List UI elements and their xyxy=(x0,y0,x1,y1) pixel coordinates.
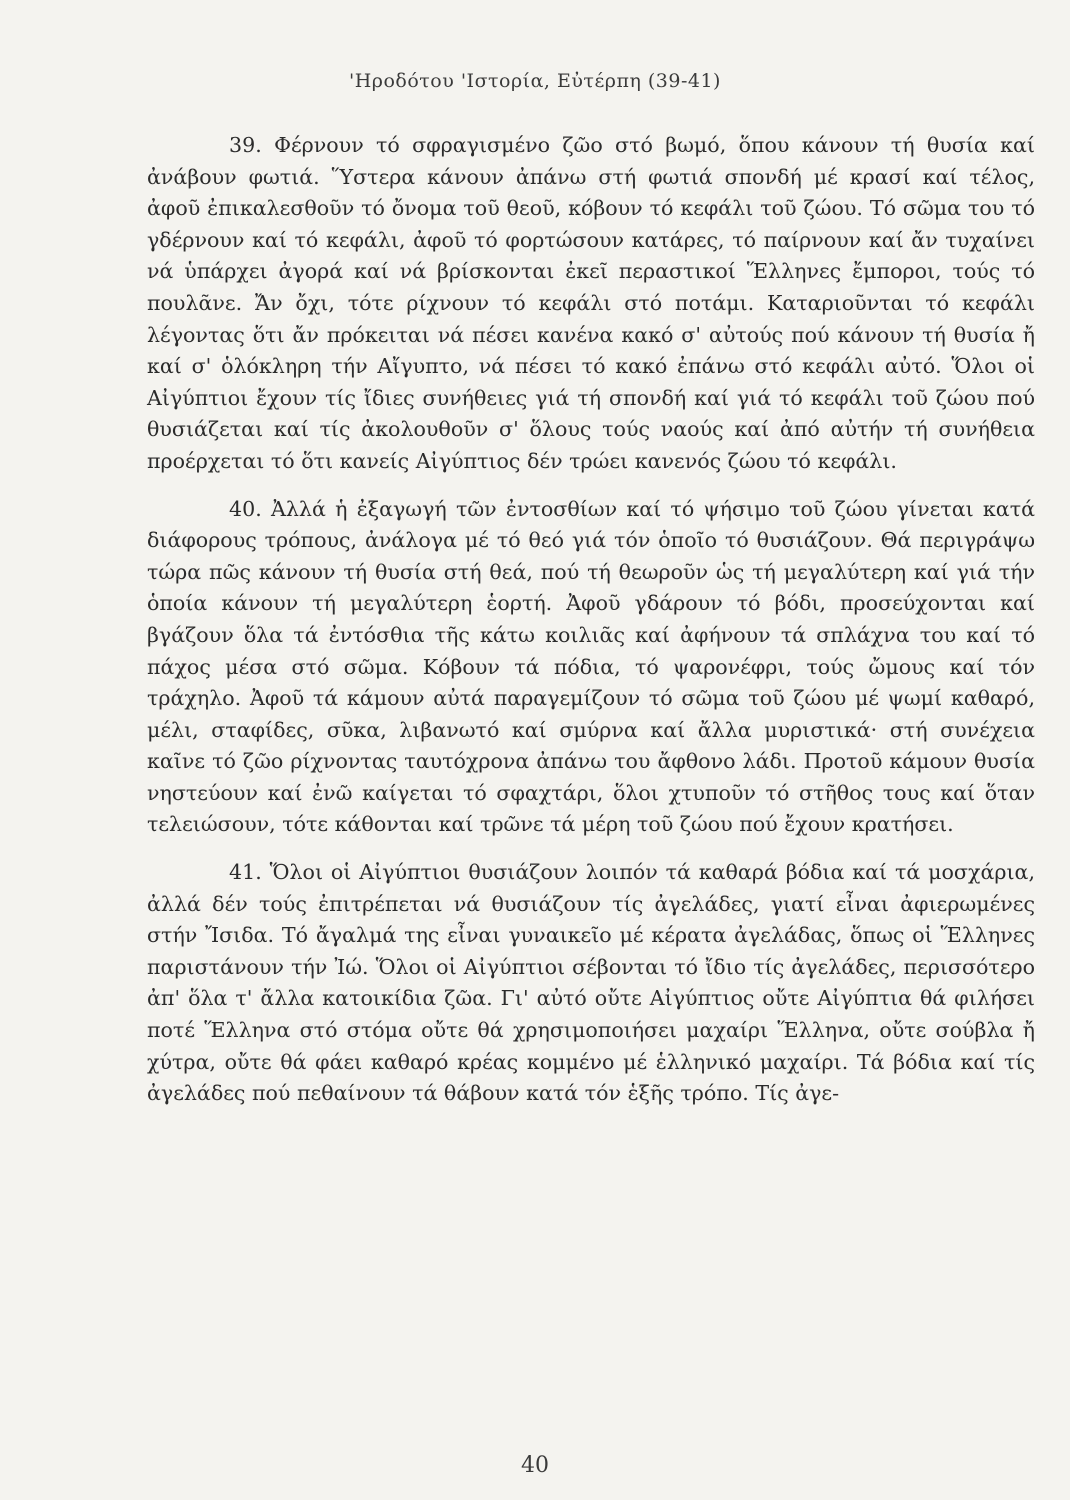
paragraph-41 xyxy=(147,857,1035,1110)
page-number: 40 xyxy=(521,1453,549,1478)
running-head: 'Ηροδότου 'Ιστορία, Εὐτέρπη (39-41) xyxy=(349,70,721,92)
body-text xyxy=(147,130,1035,1110)
paragraph-text: Φέρνουν τό σφραγισμένο ζῶο στό βωμό, ὅπου κάνουν τή θυσία καί ἀνάβουν φωτιά. Ὕστερα κάνουν ἀπάνω στή φωτιά σπονδή μέ κρασί καί τέλος, ἀφοῦ ἐπικαλεσθοῦν τό ὄνομα τοῦ θεοῦ, κόβουν τό κεφάλι τοῦ ζώου. Τό σῶμα του τό γδέρνουν καί τό κεφάλι, ἀφοῦ τό φορτώσουν κατάρες, τό παίρνουν καί ἄν τυχαίνει νά ὑπάρχει ἀγορά καί νά βρίσκονται ἐκεῖ περαστικοί Ἕλληνες ἔμποροι, τούς τό πουλᾶνε. Ἄν ὄχι, τότε ρίχνουν τό κεφάλι στό ποτάμι. Καταριοῦνται τό κεφάλι λέγοντας ὅτι ἄν πρόκειται νά πέσει κανένα κακό σ' αὐτούς πού κάνουν τή θυσία ἤ καί σ' ὁλόκληρη τήν Αἴγυπτο, νά πέσει τό κακό ἐπάνω στό κεφάλι αὐτό. Ὅλοι οἱ Αἰγύπτιοι ἔχουν τίς ἴδιες συνήθειες γιά τή σπονδή καί γιά τό κεφάλι τοῦ ζώου πού θυσιάζεται καί τίς ἀκολουθοῦν σ' ὅλους τούς ναούς καί ἀπό αὐτήν τή συνήθεια προέρχεται τό ὅτι κανείς Αἰγύπτιος δέν τρώει κανενός ζώου τό κεφάλι. xyxy=(147,133,1036,473)
paragraph-39 xyxy=(147,130,1035,478)
paragraph-number: 41. xyxy=(229,860,262,885)
paragraph-number: 40. xyxy=(229,496,262,521)
paragraph-text: Ὅλοι οἱ Αἰγύπτιοι θυσιάζουν λοιπόν τά καθαρά βόδια καί τά μοσχάρια, ἀλλά δέν τούς ἐπιτρέπεται νά θυσιάζουν τίς ἀγελάδες, γιατί εἶναι ἀφιερωμένες στήν Ἴσιδα. Τό ἄγαλμά της εἶναι γυναικεῖο μέ κέρατα ἀγελάδας, ὅπως οἱ Ἕλληνες παριστάνουν τήν Ἰώ. Ὅλοι οἱ Αἰγύπτιοι σέβονται τό ἴδιο τίς ἀγελάδες, περισσότερο ἀπ' ὅλα τ' ἄλλα κατοικίδια ζῶα. Γι' αὐτό οὔτε Αἰγύπτιος οὔτε Αἰγύπτια θά φιλήσει ποτέ Ἕλληνα στό στόμα οὔτε θά χρησιμοποιήσει μαχαίρι Ἕλληνα, οὔτε σούβλα ἤ χύτρα, οὔτε θά φάει καθαρό κρέας κομμένο μέ ἑλληνικό μαχαίρι. Τά βόδια καί τίς ἀγελάδες πού πεθαίνουν τά θάβουν κατά τόν ἑξῆς τρόπο. Τίς ἀγε- xyxy=(147,860,1036,1106)
paragraph-text: Ἀλλά ἡ ἐξαγωγή τῶν ἐντοσθίων καί τό ψήσιμο τοῦ ζώου γίνεται κατά διάφορους τρόπους, ἀνάλογα μέ τό θεό γιά τόν ὁποῖο τό θυσιάζουν. Θά περιγράψω τώρα πῶς κάνουν τή θυσία στή θεά, πού τή θεωροῦν ὡς τή μεγαλύτερη καί γιά τήν ὁποία κάνουν τή μεγαλύτερη ἑορτή. Ἀφοῦ γδάρουν τό βόδι, προσεύχονται καί βγάζουν ὅλα τά ἐντόσθια τῆς κάτω κοιλιᾶς καί ἀφήνουν τά σπλάχνα του καί τό πάχος μέσα στό σῶμα. Κόβουν τά πόδια, τό ψαρονέφρι, τούς ὤμους καί τόν τράχηλο. Ἀφοῦ τά κάμουν αὐτά παραγεμίζουν τό σῶμα τοῦ ζώου μέ ψωμί καθαρό, μέλι, σταφίδες, σῦκα, λιβανωτό καί σμύρνα καί ἄλλα μυριστικά· στή συνέχεια καῖνε τό ζῶο ρίχνοντας ταυτόχρονα ἀπάνω του ἄφθονο λάδι. Προτοῦ κάμουν θυσία νηστεύουν καί ἐνῶ καίγεται τό σφαχτάρι, ὅλοι χτυποῦν τό στῆθος τους καί ὅταν τελειώσουν, τότε κάθονται καί τρῶνε τά μέρη τοῦ ζώου πού ἔχουν κρατήσει. xyxy=(147,496,1035,837)
paragraph-number: 39. xyxy=(229,133,262,157)
paragraph-40 xyxy=(147,494,1035,842)
